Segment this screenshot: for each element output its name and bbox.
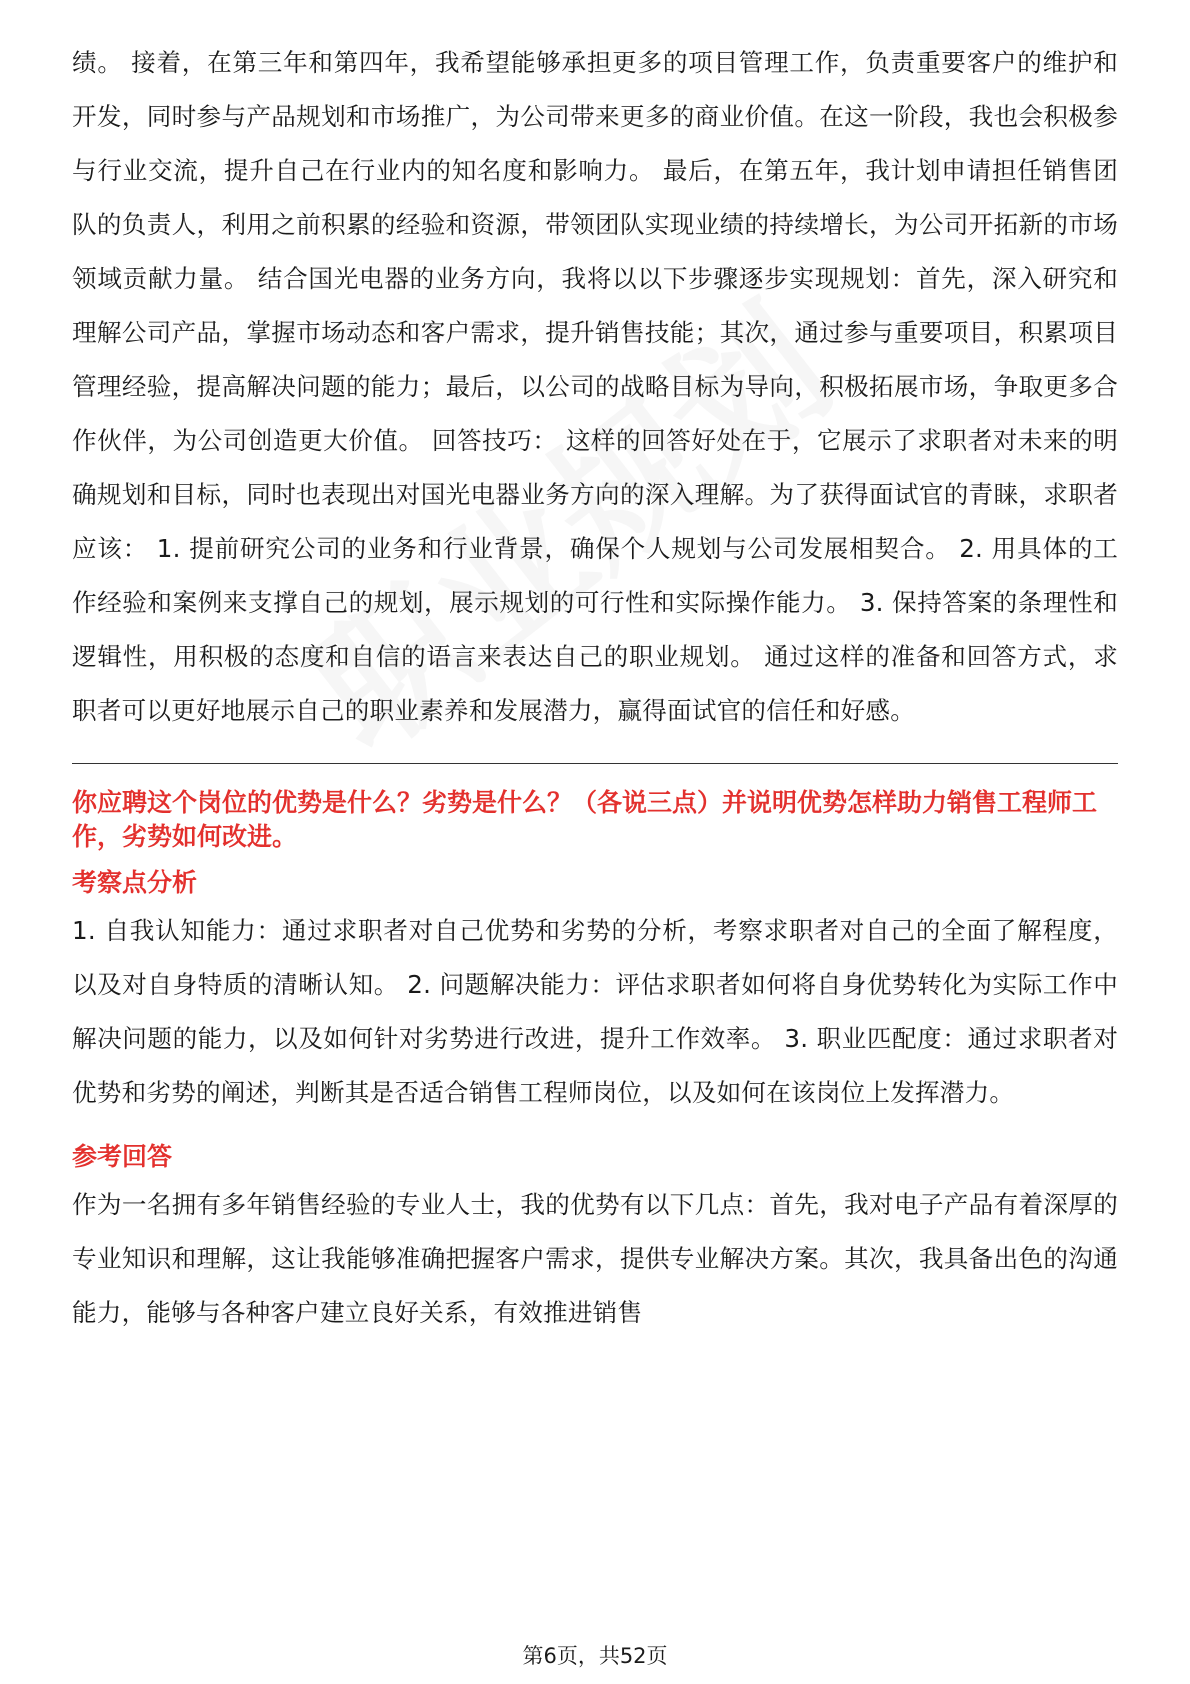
reference-title: 参考回答 xyxy=(72,1142,173,1171)
document-page xyxy=(72,36,1118,1340)
analysis-body: 1. 自我认知能力：通过求职者对自己优势和劣势的分析，考察求职者对自己的全面了解程度，以及对自身特质的清晰认知。 2. 问题解决能力：评估求职者如何将自身优势转化为实际工作中解决问题的能力，以及如何针对劣势进行改进，提升工作效率。 3. 职业匹配度：通过求职者对优势和劣势的阐述，判断其是否适合销售工程师岗位，以及如何在该岗位上发挥潜力。 xyxy=(72,916,1118,1107)
page-number: 第6页，共52页 xyxy=(522,1644,668,1668)
reference-body: 作为一名拥有多年销售经验的专业人士，我的优势有以下几点：首先，我对电子产品有着深厚的专业知识和理解，这让我能够准确把握客户需求，提供专业解决方案。其次，我具备出色的沟通能力，能够与各种客户建立良好关系，有效推进销售 xyxy=(72,1190,1118,1327)
section-divider xyxy=(72,763,1118,764)
question-heading: 你应聘这个岗位的优势是什么？劣势是什么？（各说三点）并说明优势怎样助力销售工程师工作，劣势如何改进。 xyxy=(72,788,1098,851)
analysis-title: 考察点分析 xyxy=(72,868,198,897)
intro-paragraph: 绩。 接着，在第三年和第四年，我希望能够承担更多的项目管理工作，负责重要客户的维护和开发，同时参与产品规划和市场推广，为公司带来更多的商业价值。在这一阶段，我也会积极参与行业交流，提升自己在行业内的知名度和影响力。 最后，在第五年，我计划申请担任销售团队的负责人，利用之前积累的经验和资源，带领团队实现业绩的持续增长，为公司开拓新的市场领域贡献力量。 结合国光电器的业务方向，我将以以下步骤逐步实现规划：首先，深入研究和理解公司产品，掌握市场动态和客户需求，提升销售技能；其次，通过参与重要项目，积累项目管理经验，提高解决问题的能力；最后，以公司的战略目标为导向，积极拓展市场，争取更多合作伙伴，为公司创造更大价值。 回答技巧： 这样的回答好处在于，它展示了求职者对未来的明确规划和目标，同时也表现出对国光电器业务方向的深入理解。为了获得面试官的青睐，求职者应该： 1. 提前研究公司的业务和行业背景，确保个人规划与公司发展相契合。 2. 用具体的工作经验和案例来支撑自己的规划，展示规划的可行性和实际操作能力。 3. 保持答案的条理性和逻辑性，用积极的态度和自信的语言来表达自己的职业规划。 通过这样的准备和回答方式，求职者可以更好地展示自己的职业素养和发展潜力，赢得面试官的信任和好感。 xyxy=(72,48,1118,725)
